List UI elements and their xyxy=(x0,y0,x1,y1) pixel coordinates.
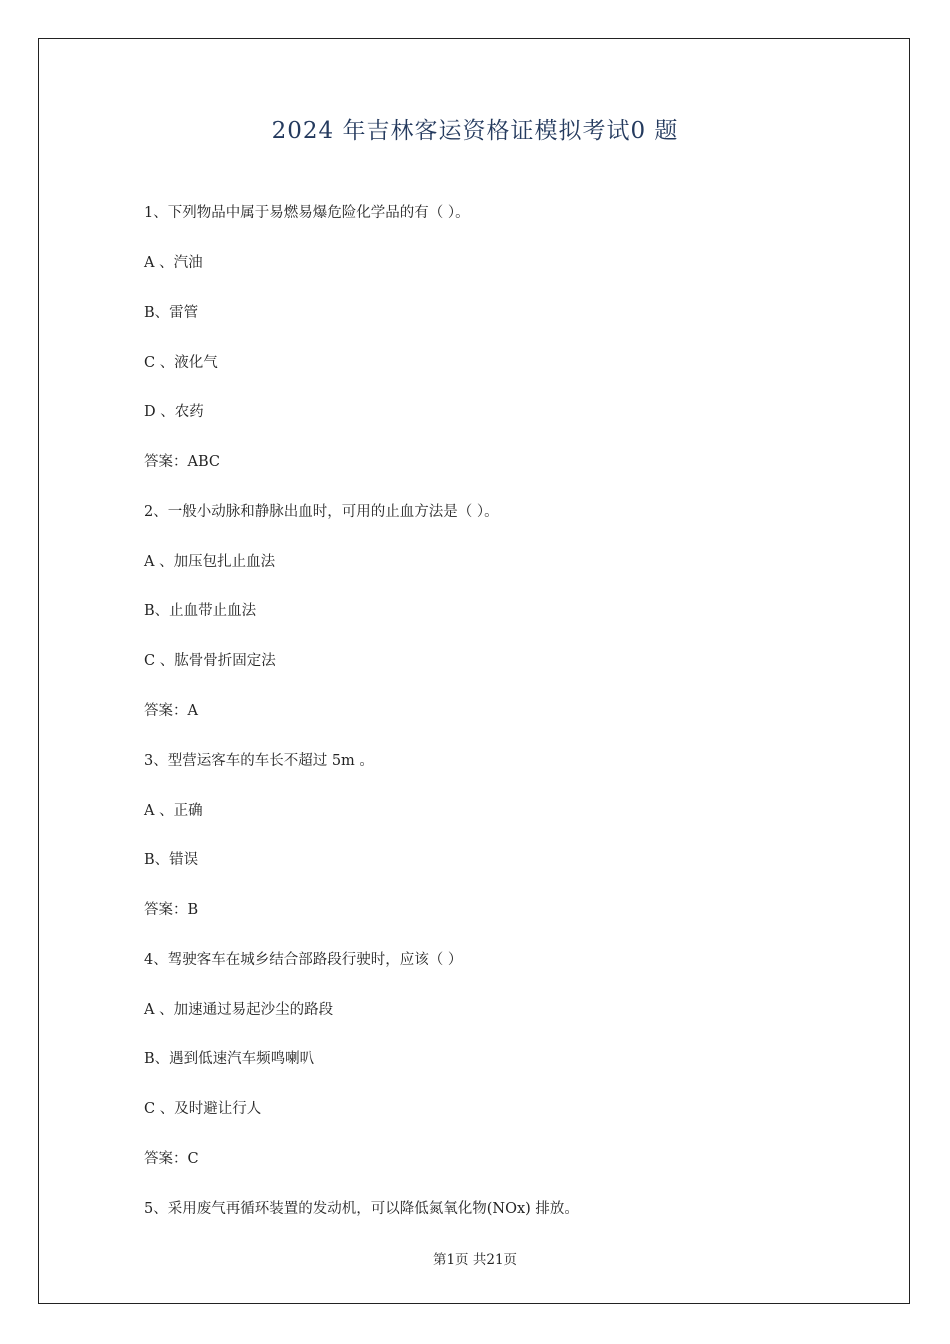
question-1-answer: 答案：ABC xyxy=(144,454,220,470)
question-5-text: 5、采用废气再循环装置的发动机，可以降低氮氧化物(NOx) 排放。 xyxy=(144,1201,579,1217)
question-3-option-b: B、错误 xyxy=(144,852,199,868)
question-4-option-c: C 、及时避让行人 xyxy=(144,1101,262,1117)
question-2-option-c: C 、肱骨骨折固定法 xyxy=(144,653,276,669)
question-4-option-b: B、遇到低速汽车频鸣喇叭 xyxy=(144,1051,315,1067)
document-title: 2024 年吉林客运资格证模拟考试0 题 xyxy=(271,118,679,144)
question-1-option-c: C 、液化气 xyxy=(144,355,218,371)
question-2-text: 2、一般小动脉和静脉出血时，可用的止血方法是（ ）。 xyxy=(144,504,499,520)
question-1-option-d: D 、农药 xyxy=(144,404,204,420)
question-2-answer: 答案：A xyxy=(144,703,198,719)
question-3-answer: 答案：B xyxy=(144,902,199,918)
question-2-option-b: B、止血带止血法 xyxy=(144,603,257,619)
question-3-text: 3、型营运客车的车长不超过 5m 。 xyxy=(144,753,374,769)
page-footer: 第1页 共21页 xyxy=(432,1252,518,1268)
question-4-text: 4、驾驶客车在城乡结合部路段行驶时，应该（ ） xyxy=(144,952,463,968)
question-3-option-a: A 、正确 xyxy=(144,803,203,819)
question-1-option-a: A 、汽油 xyxy=(144,255,203,271)
question-1-text: 1、下列物品中属于易燃易爆危险化学品的有（ ）。 xyxy=(144,205,470,221)
question-4-option-a: A 、加速通过易起沙尘的路段 xyxy=(144,1002,334,1018)
question-4-answer: 答案：C xyxy=(144,1151,199,1167)
question-1-option-b: B、雷管 xyxy=(144,305,199,321)
question-2-option-a: A 、加压包扎止血法 xyxy=(144,554,276,570)
